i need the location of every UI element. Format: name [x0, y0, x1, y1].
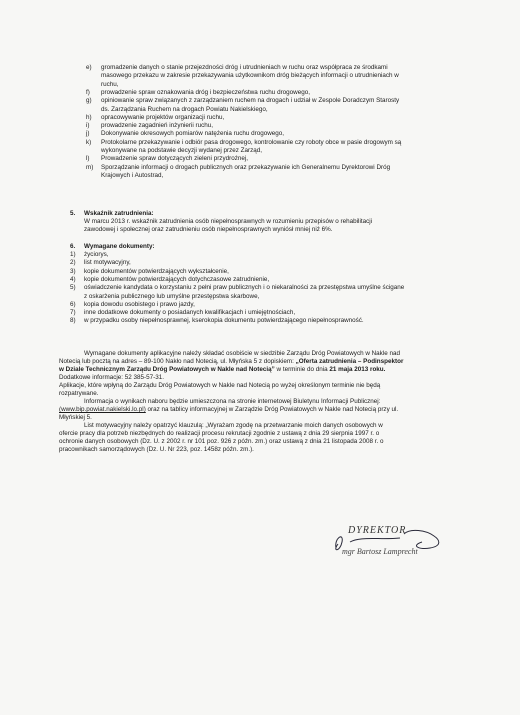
document-item-marker: 6)	[70, 300, 76, 308]
duty-item-text: wykonywane na podstawie decyzji wydanej przez Zarząd,	[101, 147, 263, 154]
section-6-number: 6.	[70, 243, 76, 250]
late-applications-line-1: Aplikacje, które wpłyną do Zarządu Dróg Powiatowych w Nakle nad Notecią po wyżej określonym terminie nie będą	[59, 382, 381, 389]
duty-item-text: prowadzenie zagadnień inżynierii ruchu,	[101, 122, 214, 130]
duty-item-text: ruchu,	[101, 80, 119, 88]
duty-item-text: opiniowanie spraw związanych z zarządzaniem ruchem na drogach i udział w Zespole Doradczym Starosty	[101, 97, 400, 105]
document-item-text: życiorys,	[84, 251, 109, 258]
duty-item-marker: e)	[86, 64, 92, 71]
duty-item-marker: f)	[86, 88, 90, 96]
stamp-name: mgr Bartosz Lamprecht	[342, 547, 418, 556]
results-info-line-2	[59, 406, 449, 414]
section-5-title: Wskaźnik zatrudnienia:	[84, 210, 154, 217]
bip-link[interactable]: (www.bip.powiat.nakielski.lo.pl)	[59, 406, 146, 413]
document-item-text: z oskarżenia publicznego lub umyślne przestępstwa skarbowe,	[84, 292, 260, 300]
submission-address: Notecią lub pocztą na adres – 89-100 Nakło nad Notecią, ul. Młyńska 5 z dopiskiem:	[59, 358, 296, 365]
duty-item-marker: h)	[86, 113, 92, 121]
duty-item-text: gromadzenie danych o stanie przejezdności dróg i utrudnieniach w ruchu oraz współpraca ze środkami	[101, 64, 388, 71]
duty-item-marker: l)	[86, 155, 90, 163]
duty-item-text: opracowywanie projektów organizacji ruchu,	[101, 113, 225, 121]
consent-line-3: ochronie danych osobowych (Dz. U. z 2002 r. nr 101 poz. 926 z późn. zm.) oraz ustawą z dnia 21 listopada 2008 r. o	[59, 438, 384, 445]
results-info-rest: oraz na tablicy informacyjnej w Zarządzie Dróg Powiatowych w Nakle nad Notecią przy ul.	[145, 406, 399, 413]
submission-deadline-date: 21 maja 2013 roku.	[329, 366, 386, 373]
duty-item-text: masowego przekazu w zakresie przekazywania użytkownikom dróg bieżących informacji o utrudnieniach w	[101, 72, 399, 80]
results-info-line-1: Informacja o wynikach naboru będzie umieszczona na stronie internetowej Biuletynu Informacji Publicznej:	[84, 398, 381, 405]
document-item-marker: 1)	[70, 251, 76, 258]
document-item-text: oświadczenie kandydata o korzystaniu z pełni praw publicznych i o niekaralności za przestępstwa umyślne ścigane	[84, 284, 405, 292]
document-item-marker: 7)	[70, 309, 76, 317]
results-info-line-3: Młyńskiej 5.	[59, 414, 92, 421]
document-item-text: list motywacyjny,	[84, 259, 131, 267]
late-applications-line-2: rozpatrywane.	[59, 390, 99, 397]
section-5-number: 5.	[70, 210, 76, 217]
duty-item-text: Dokonywanie okresowych pomiarów natężenia ruchu drogowego,	[101, 130, 285, 138]
submission-subject-end: w Dziale Technicznym Zarządu Dróg Powiatowych w Nakle nad Notecią”	[59, 366, 275, 373]
document-item-text: kopie dokumentów potwierdzających dotychczasowe zatrudnienie,	[84, 275, 270, 283]
submission-line-1: Wymagane dokumenty aplikacyjne należy składać osobiście w siedzibie Zarządu Dróg Powiatowych w Nakle nad	[84, 350, 400, 357]
document-item-marker: 4)	[70, 275, 76, 283]
document-item-marker: 3)	[70, 267, 76, 275]
duty-item-text: prowadzenie spraw oznakowania dróg i bezpieczeństwa ruchu drogowego,	[101, 88, 310, 96]
duty-item-text: Krajowych i Autostrad,	[101, 171, 164, 179]
consent-line-4: pracownikach samorządowych (Dz. U. Nr 223, poz. 1458z późn. zm.).	[59, 446, 254, 453]
duty-item-text: Protokolarne przekazywanie i odbiór pasa drogowego, kontrolowanie czy roboty obce w pasie drogowym są	[101, 138, 402, 146]
section-5-line-2: zawodowej i społecznej oraz zatrudnieniu osób niepełnosprawnych wyniósł mniej niż 6%.	[84, 226, 333, 233]
duty-item-text: Prowadzenie spraw dotyczących zieleni przydrożnej,	[101, 155, 248, 163]
section-6-title: Wymagane dokumenty:	[84, 243, 155, 250]
consent-line-1: List motywacyjny należy opatrzyć klauzulą: „Wyrażam zgodę na przetwarzanie moich danych osobowych w	[84, 422, 383, 429]
document-item-text: kopie dokumentów potwierdzających wykształcenie,	[84, 267, 229, 275]
duty-item-marker: m)	[86, 163, 94, 171]
document-item-marker: 8)	[70, 317, 76, 325]
document-item-text: kopia dowodu osobistego i prawo jazdy,	[84, 300, 195, 308]
duty-item-marker: g)	[86, 97, 92, 105]
duty-item-marker: i)	[86, 122, 90, 130]
duty-item-text: ds. Zarządzania Ruchem na drogach Powiatu Nakielskiego,	[101, 105, 268, 113]
additional-info: Dodatkowe informacje: 52 385-57-31.	[59, 374, 165, 381]
submission-deadline-label: w terminie do dnia	[274, 366, 330, 373]
duty-item-marker: j)	[86, 130, 90, 138]
document-item-text: inne dodatkowe dokumenty o posiadanych kwalifikacjach i umiejętnościach,	[84, 309, 296, 317]
document-item-marker: 5)	[70, 284, 76, 292]
section-5-line-1: W marcu 2013 r. wskaźnik zatrudnienia osób niepełnosprawnych w rozumieniu przepisów o rehabilitacji	[84, 218, 373, 225]
document-item-marker: 2)	[70, 259, 76, 267]
document-item-text: w przypadku osoby niepełnosprawnej, kserokopia dokumentu potwierdzającego niepełnosprawność.	[84, 317, 364, 325]
duty-item-text: Sporządzanie informacji o drogach publicznych oraz przekazywanie ich Generalnemu Dyrektorowi Dróg	[101, 163, 391, 171]
stamp-title: DYREKTOR	[348, 525, 407, 536]
consent-line-2: ofercie pracy dla potrzeb niezbędnych do realizacji procesu rekrutacji zgodnie z ustawą z dnia 29 sierpnia 1997 r. o	[59, 430, 380, 437]
submission-subject-start: „Oferta zatrudnienia – Podinspektor	[295, 358, 404, 365]
duty-item-marker: k)	[86, 138, 92, 146]
